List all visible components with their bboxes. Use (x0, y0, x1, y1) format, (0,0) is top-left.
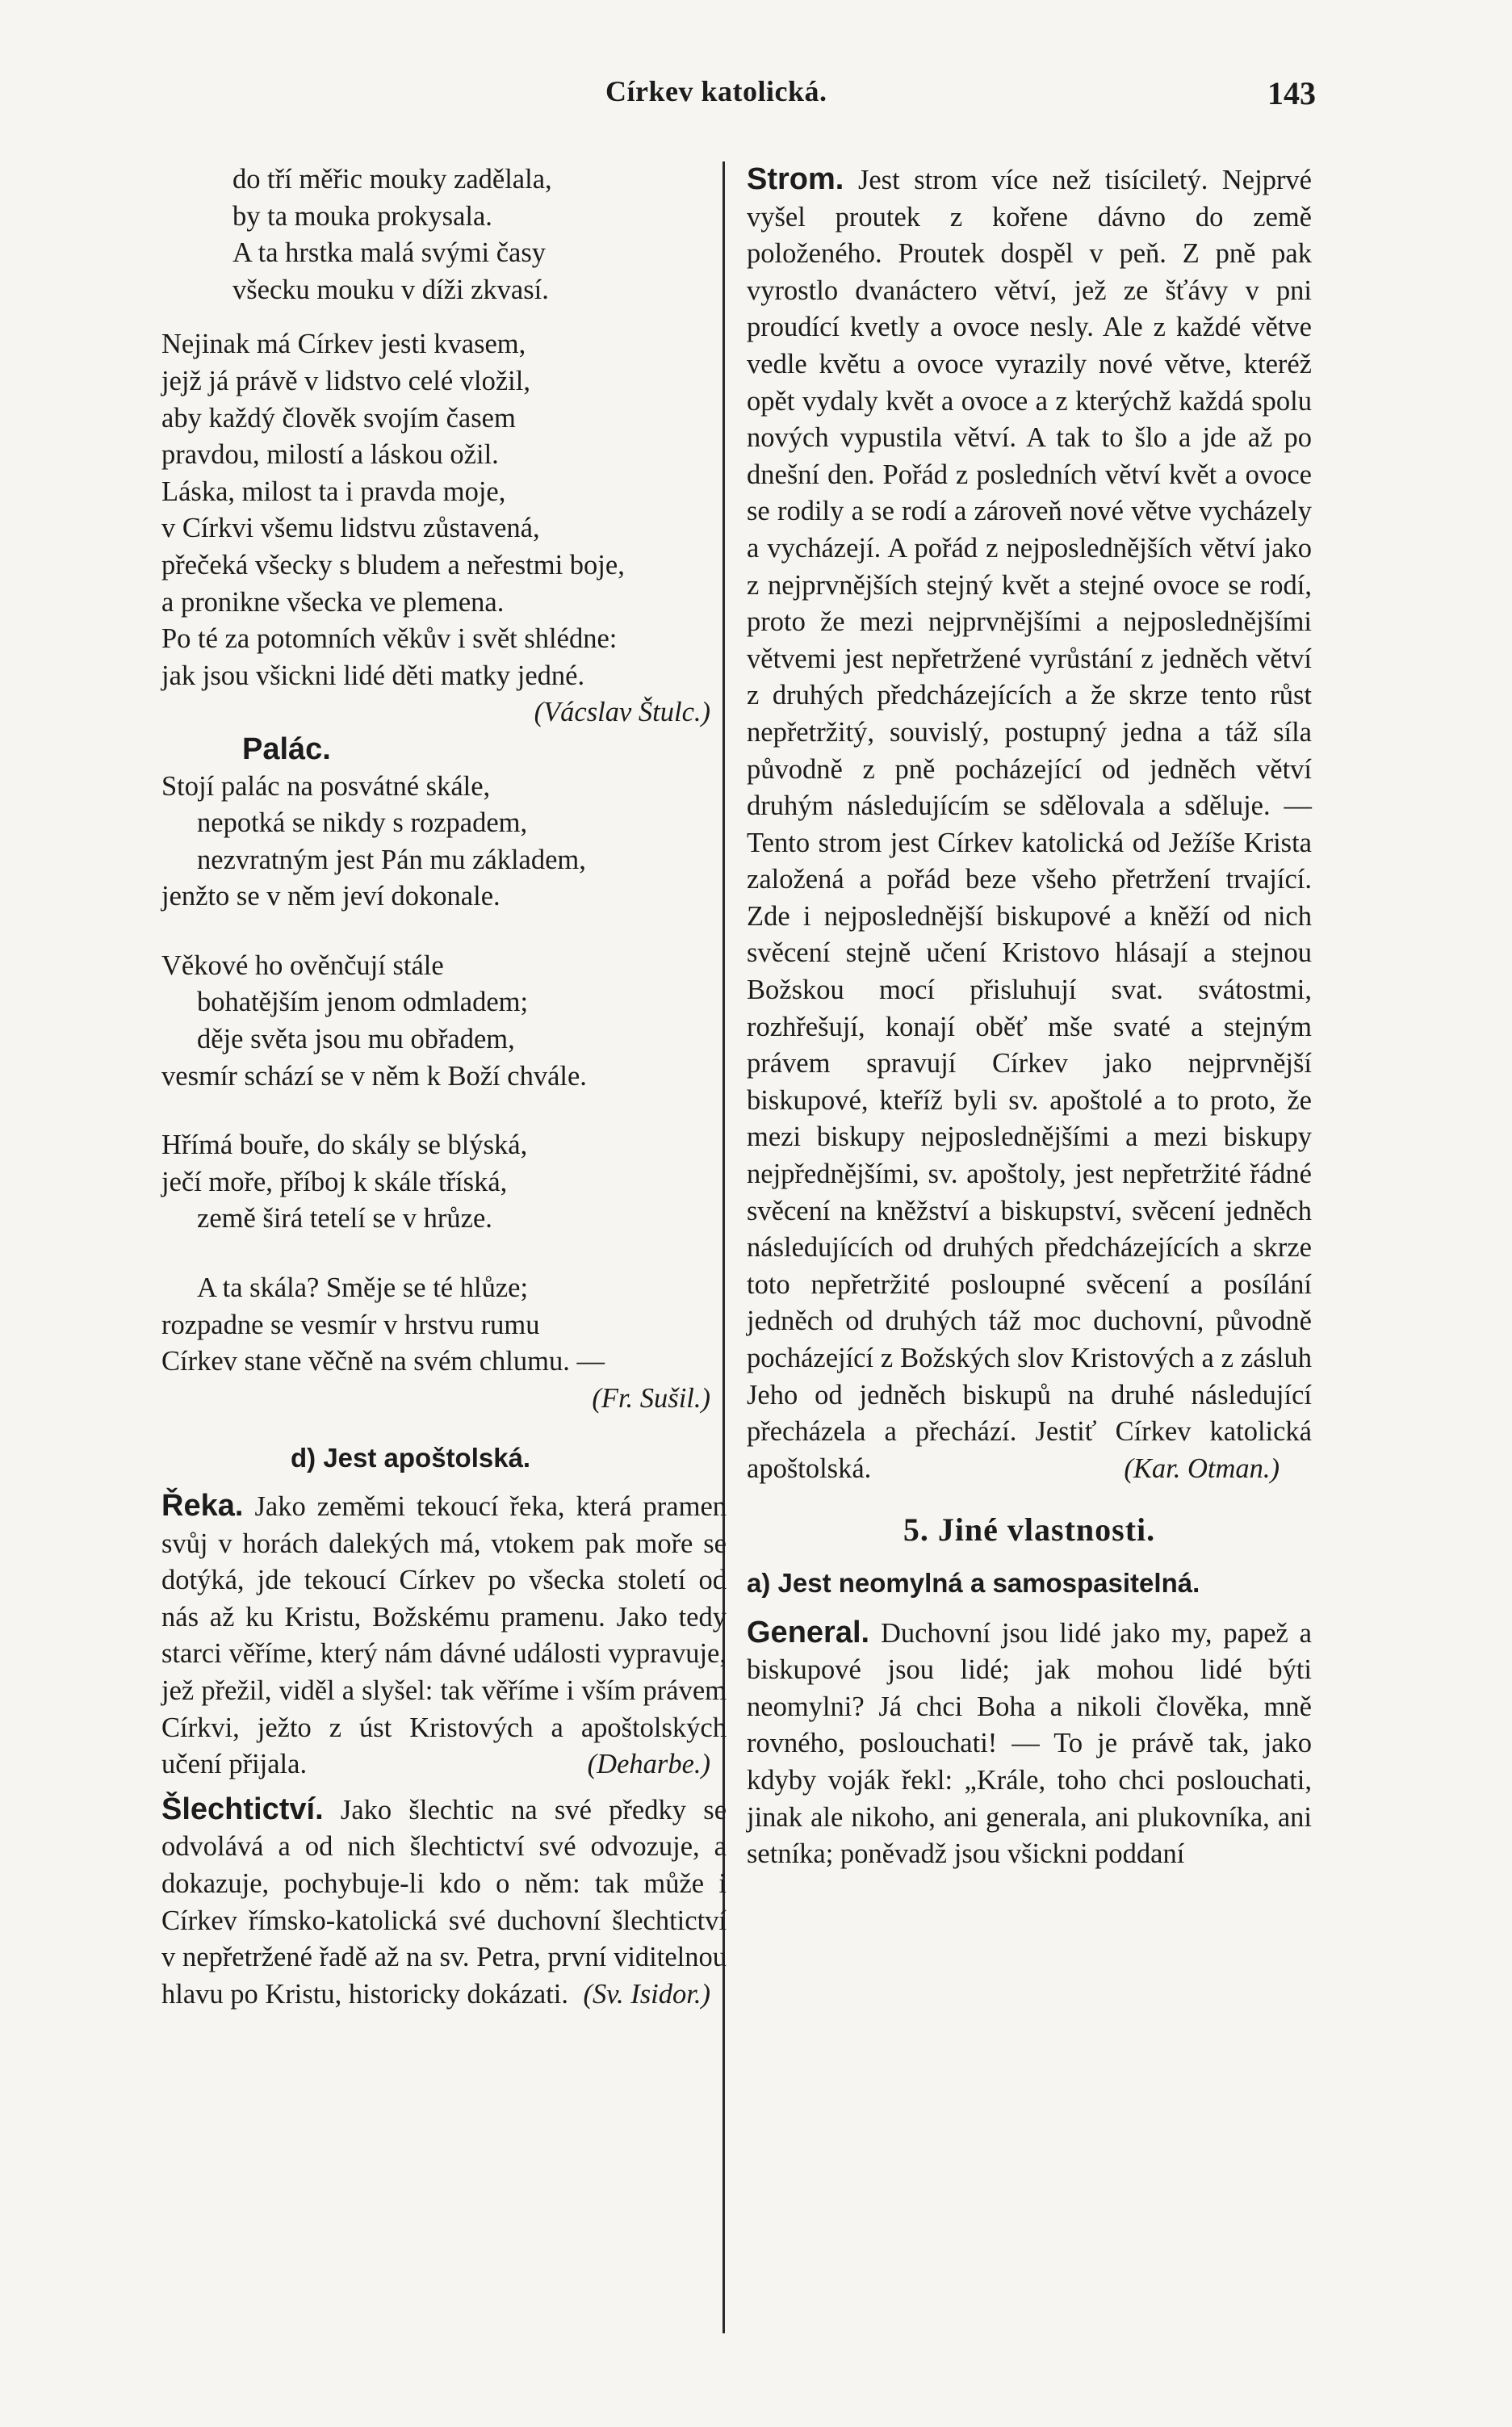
palac-stanza-3 (161, 1127, 727, 1238)
author-attribution (161, 1381, 727, 1418)
verse-line: Věkové ho ověnčují stále (161, 949, 444, 981)
verse-line: ječí moře, příboj k skále tříská, (161, 1166, 508, 1197)
author-name: (Sv. Isidor.) (583, 1978, 710, 2010)
poem-kvas-second (161, 326, 727, 731)
author-name: (Kar. Otman.) (1124, 1452, 1280, 1484)
verse-line: v Církvi všemu lidstvu zůstavená, (161, 513, 540, 544)
paragraph-text: Duchovní jsou lidé jako my, papež a biskupové jsou lidé; jak mohou lidé býti neomylni? Já chci Boha a nikoli člověka, mně rovného, poslouchati! — To je právě tak, jako kdyby voják řekl: „Krále, toho chci poslouchati, jinak ale nikoho, ani generala, ani plukovníka, ani setníka; poněvadž jsou všickni poddaní (747, 1617, 1312, 1870)
verse-line: vesmír schází se v něm k Boží chvále. (161, 1060, 587, 1092)
verse-line: jejž já právě v lidstvo celé vložil, (161, 365, 530, 396)
verse-line: Po té za potomních věkův i svět shlédne: (161, 623, 618, 655)
poem-title: Palác. (242, 731, 331, 766)
author-name: (Deharbe.) (587, 1749, 710, 1780)
paragraph-lead: Šlechtictví. (161, 1792, 324, 1826)
page-header (153, 74, 1316, 123)
verse-line: Církev stane věčně na svém chlumu. — (161, 1346, 605, 1377)
paragraph-lead: General. (747, 1615, 870, 1649)
verse-line: rozpadne se vesmír v hrstvu rumu (161, 1309, 540, 1340)
paragraph-text: Jako šlechtic na své předky se odvolává a od nich šlechtictví své odvozuje, a dokazuje, pochybuje-li kdo o něm: tak může i Církev římsko-katolická své duchovní šlechtictví v nepřetržené řadě až na sv. Petra, první viditelnou hlavu po Kristu, historicky dokázati. (161, 1794, 727, 2010)
verse-line: Hřímá bouře, do skály se blýská, (161, 1130, 528, 1161)
verse-line: nezvratným jest Pán mu základem, (197, 844, 586, 875)
verse-line: všecku mouku v díži zkvasí. (232, 274, 549, 305)
verse-line: by ta mouka prokysala. (232, 200, 492, 232)
running-title: Církev katolická. (605, 75, 827, 107)
subsection-heading: d) Jest apoštolská. (291, 1443, 531, 1473)
section-heading: 5. Jiné vlastnosti. (903, 1511, 1156, 1549)
paragraph-strom (747, 161, 1312, 1487)
verse-line: aby každý člověk svojím časem (161, 402, 516, 434)
paragraph-text: Jako zeměmi tekoucí řeka, která pramen svůj v horách dalekých má, vtokem pak moře se dotýká, jde tekoucí Církev po všecka století od nás až ku Kristu, Božskému pramenu. Jako tedy starci věříme, který nám dávné události vypravuje, jež přežil, viděl a slyšel: tak věříme i vším právem Církvi, ježto z úst Kristových a apoštolských učení přijala. (161, 1491, 727, 1780)
verse-line: Nejinak má Církev jesti kvasem, (161, 329, 526, 360)
paragraph-lead: Strom. (747, 162, 844, 196)
author-name: (Fr. Sušil.) (592, 1382, 710, 1414)
verse-line: Láska, milost ta i pravda moje, (161, 476, 506, 507)
verse-line: A ta skála? Směje se té hlůze; (197, 1272, 529, 1304)
paragraph-reka (161, 1488, 727, 1784)
subsection-heading: a) Jest neomylná a samospasitelná. (747, 1567, 1200, 1598)
verse-line: nepotká se nikdy s rozpadem, (197, 807, 528, 839)
paragraph-text: Jest strom více než tisíciletý. Nejprvé vyšel proutek z kořene dávno do země položeného. Proutek dospěl v peň. Z pně pak vyrostlo dvanáctero větví, jež ze šťávy v pni proudící kvetly a ovoce nesly. Ale z každé větve vedle květu a ovoce vyrazily nové větve, kteréž opět vydaly květ a ovoce a z kterýchž každá spolu nových vypustila větví. A tak to šlo a jde až po dnešní den. Pořád z posledních větví květ a ovoce se rodily a se rodí a zároveň nové větve vycházely a vycházejí. A pořád z nejposlednějších větví jako z nejprvnějších stejný květ a stejné ovoce se rodí, proto že mezi nejprvnějšími a nejposlednějšími větvemi jest nepřetržené vyrůstání z jedněch větví z druhých předcházejících a že skrze tento růst nepřetržitý, souvislý, postupný jedna a táž síla původně z pně pocházející od jedněch větví druhým následujícím se sdělovala a sděluje. — Tento strom jest Církev katolická od Ježíše Krista založená a pořád beze všeho přetržení trvající. Zde i nejposlednější biskupové a kněží od nich svěcení stejně učení Kristovo hlásají a stejnou Božskou mocí přisluhují svat. svátostmi, rozhřešují, konají oběť mše svaté a stejným právem spravují Církev jako nejprvnější biskupové, kteříž byli sv. apoštolé a to proto, že mezi biskupy nejposlednějšími a mezi biskupy nejpřednějšími, sv. apoštoly, jest nepřetržité řádné svěcení na kněžství a biskupství, svěcení jedněch následujících od druhých předcházejících a skrze toto nepřetržité posloupné svěcení a posílání jedněch od druhých táž moc duchovní, původně pocházející z Božských slov Kristových a z zásluh Jeho od jedněch biskupů na druhé následující přecházela a přechází. Jestiť Církev katolická apoštolská. (747, 165, 1312, 1484)
poem-kvas-end (161, 161, 727, 308)
paragraph-lead: Řeka. (161, 1489, 244, 1523)
page-number: 143 (1267, 75, 1316, 111)
verse-line: země širá tetelí se v hrůze. (197, 1203, 492, 1234)
verse-line: bohatějším jenom odmladem; (197, 987, 529, 1018)
verse-line: jak jsou všickni lidé děti matky jedné. (161, 660, 585, 691)
verse-line: děje světa jsou mu obřadem, (197, 1024, 515, 1055)
right-column (747, 161, 1312, 1873)
paragraph-general (747, 1615, 1312, 1873)
verse-line: jenžto se v něm jeví dokonale. (161, 881, 501, 912)
left-column (161, 161, 727, 2013)
verse-line: do tří měřic mouky zadělala, (232, 164, 552, 195)
verse-line: přečeká všecky s bludem a neřestmi boje, (161, 549, 625, 581)
verse-line: a pronikne všecka ve plemena. (161, 586, 505, 618)
palac-stanza-4 (161, 1270, 727, 1417)
verse-line: Stojí palác na posvátné skále, (161, 770, 491, 802)
author-name: (Vácslav Štulc.) (534, 697, 710, 728)
palac-stanza-2 (161, 948, 727, 1095)
palac-stanza-1 (161, 769, 727, 916)
verse-line: A ta hrstka malá svými časy (232, 237, 547, 269)
paragraph-slechtictvi (161, 1792, 727, 2014)
author-attribution (161, 694, 727, 731)
verse-line: pravdou, milostí a láskou ožil. (161, 439, 499, 471)
